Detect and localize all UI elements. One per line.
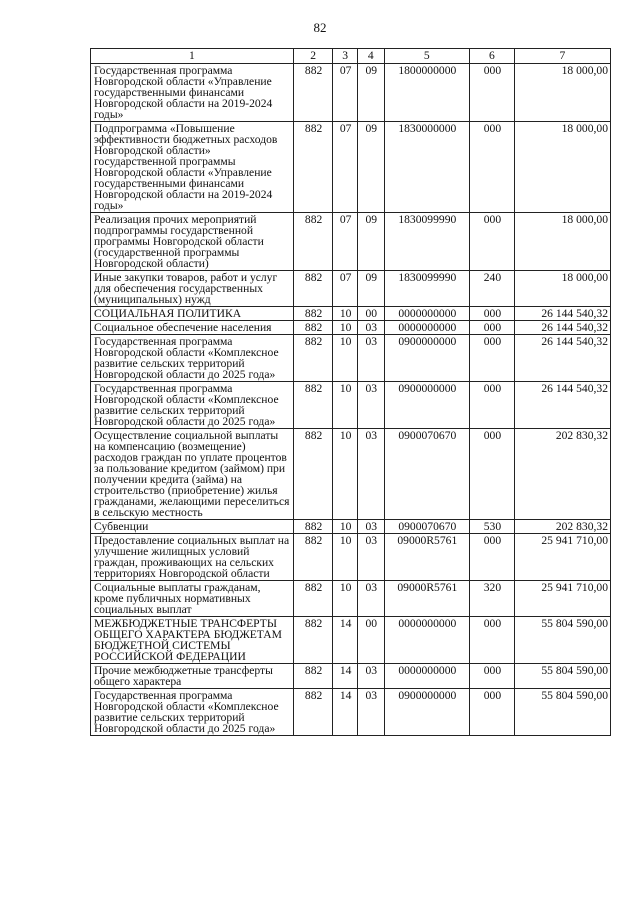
row-ministry-code: 882 xyxy=(293,429,333,520)
row-subsection-code: 03 xyxy=(357,581,384,617)
row-section-code: 10 xyxy=(333,581,358,617)
row-name: Государственная программа Новгородской области «Управление государственными финансами Новгородской области на 2019-2024 годы» xyxy=(91,64,294,122)
row-target-code: 1800000000 xyxy=(384,64,469,122)
row-expense-type: 000 xyxy=(470,122,515,213)
row-subsection-code: 03 xyxy=(357,689,384,736)
row-amount: 202 830,32 xyxy=(514,520,610,534)
row-target-code: 0000000000 xyxy=(384,321,469,335)
budget-table xyxy=(90,48,611,736)
row-amount: 55 804 590,00 xyxy=(514,617,610,664)
row-name: Социальные выплаты гражданам, кроме публичных нормативных социальных выплат xyxy=(91,581,294,617)
row-target-code: 09000R5761 xyxy=(384,581,469,617)
row-section-code: 10 xyxy=(333,382,358,429)
table-row xyxy=(91,664,611,689)
row-ministry-code: 882 xyxy=(293,213,333,271)
row-expense-type: 000 xyxy=(470,307,515,321)
row-ministry-code: 882 xyxy=(293,382,333,429)
row-expense-type: 000 xyxy=(470,664,515,689)
row-ministry-code: 882 xyxy=(293,122,333,213)
row-subsection-code: 09 xyxy=(357,122,384,213)
row-subsection-code: 00 xyxy=(357,307,384,321)
table-row xyxy=(91,382,611,429)
row-amount: 25 941 710,00 xyxy=(514,581,610,617)
row-amount: 55 804 590,00 xyxy=(514,689,610,736)
row-amount: 18 000,00 xyxy=(514,64,610,122)
row-expense-type: 000 xyxy=(470,382,515,429)
row-target-code: 0000000000 xyxy=(384,664,469,689)
row-target-code: 0000000000 xyxy=(384,617,469,664)
row-name: СОЦИАЛЬНАЯ ПОЛИТИКА xyxy=(91,307,294,321)
row-expense-type: 240 xyxy=(470,271,515,307)
row-target-code: 0900000000 xyxy=(384,689,469,736)
row-subsection-code: 09 xyxy=(357,271,384,307)
row-expense-type: 000 xyxy=(470,213,515,271)
row-name: Государственная программа Новгородской области «Комплексное развитие сельских территорий Новгородской области до 2025 года» xyxy=(91,689,294,736)
row-amount: 18 000,00 xyxy=(514,271,610,307)
row-expense-type: 000 xyxy=(470,617,515,664)
row-name: Подпрограмма «Повышение эффективности бюджетных расходов Новгородской области» государственной программы Новгородской области «Управление государственными финансами Новгородской области на 2019-2024 годы» xyxy=(91,122,294,213)
row-name: Субвенции xyxy=(91,520,294,534)
row-amount: 25 941 710,00 xyxy=(514,534,610,581)
row-section-code: 10 xyxy=(333,429,358,520)
row-name: Иные закупки товаров, работ и услуг для обеспечения государственных (муниципальных) нужд xyxy=(91,271,294,307)
row-name: Прочие межбюджетные трансферты общего характера xyxy=(91,664,294,689)
row-subsection-code: 03 xyxy=(357,382,384,429)
table-row xyxy=(91,581,611,617)
row-amount: 18 000,00 xyxy=(514,213,610,271)
row-subsection-code: 03 xyxy=(357,335,384,382)
row-subsection-code: 03 xyxy=(357,429,384,520)
table-row xyxy=(91,429,611,520)
row-section-code: 07 xyxy=(333,271,358,307)
column-header: 4 xyxy=(357,49,384,64)
row-section-code: 07 xyxy=(333,122,358,213)
row-section-code: 14 xyxy=(333,617,358,664)
row-expense-type: 000 xyxy=(470,64,515,122)
row-amount: 26 144 540,32 xyxy=(514,307,610,321)
row-subsection-code: 03 xyxy=(357,321,384,335)
table-row xyxy=(91,520,611,534)
row-name: Предоставление социальных выплат на улучшение жилищных условий граждан, проживающих на сельских территориях Новгородской области xyxy=(91,534,294,581)
row-subsection-code: 09 xyxy=(357,213,384,271)
row-section-code: 07 xyxy=(333,64,358,122)
table-row xyxy=(91,321,611,335)
row-subsection-code: 03 xyxy=(357,520,384,534)
column-header: 6 xyxy=(470,49,515,64)
row-expense-type: 320 xyxy=(470,581,515,617)
row-name: Социальное обеспечение населения xyxy=(91,321,294,335)
row-expense-type: 000 xyxy=(470,321,515,335)
header-row xyxy=(91,49,611,64)
row-subsection-code: 09 xyxy=(357,64,384,122)
row-target-code: 0900000000 xyxy=(384,335,469,382)
column-header: 3 xyxy=(333,49,358,64)
column-header: 2 xyxy=(293,49,333,64)
row-ministry-code: 882 xyxy=(293,307,333,321)
column-header: 5 xyxy=(384,49,469,64)
row-target-code: 0900070670 xyxy=(384,520,469,534)
row-expense-type: 530 xyxy=(470,520,515,534)
row-expense-type: 000 xyxy=(470,534,515,581)
row-target-code: 0900000000 xyxy=(384,382,469,429)
row-target-code: 1830099990 xyxy=(384,271,469,307)
row-name: Государственная программа Новгородской области «Комплексное развитие сельских территорий Новгородской области до 2025 года» xyxy=(91,382,294,429)
row-target-code: 0000000000 xyxy=(384,307,469,321)
row-section-code: 07 xyxy=(333,213,358,271)
row-section-code: 10 xyxy=(333,321,358,335)
table-row xyxy=(91,213,611,271)
row-subsection-code: 00 xyxy=(357,617,384,664)
row-ministry-code: 882 xyxy=(293,664,333,689)
row-ministry-code: 882 xyxy=(293,689,333,736)
row-ministry-code: 882 xyxy=(293,321,333,335)
column-header: 1 xyxy=(91,49,294,64)
row-expense-type: 000 xyxy=(470,429,515,520)
row-section-code: 14 xyxy=(333,689,358,736)
table-row xyxy=(91,689,611,736)
row-target-code: 0900070670 xyxy=(384,429,469,520)
table-row xyxy=(91,534,611,581)
row-target-code: 09000R5761 xyxy=(384,534,469,581)
table-row xyxy=(91,335,611,382)
table-row xyxy=(91,271,611,307)
row-amount: 55 804 590,00 xyxy=(514,664,610,689)
row-ministry-code: 882 xyxy=(293,271,333,307)
row-expense-type: 000 xyxy=(470,335,515,382)
row-ministry-code: 882 xyxy=(293,335,333,382)
row-section-code: 14 xyxy=(333,664,358,689)
table-row xyxy=(91,307,611,321)
row-ministry-code: 882 xyxy=(293,64,333,122)
row-amount: 26 144 540,32 xyxy=(514,382,610,429)
table-row xyxy=(91,122,611,213)
row-name: Государственная программа Новгородской области «Комплексное развитие сельских территорий Новгородской области до 2025 года» xyxy=(91,335,294,382)
row-amount: 202 830,32 xyxy=(514,429,610,520)
row-target-code: 1830099990 xyxy=(384,213,469,271)
row-section-code: 10 xyxy=(333,307,358,321)
row-amount: 26 144 540,32 xyxy=(514,321,610,335)
row-subsection-code: 03 xyxy=(357,664,384,689)
column-header: 7 xyxy=(514,49,610,64)
row-section-code: 10 xyxy=(333,335,358,382)
row-ministry-code: 882 xyxy=(293,581,333,617)
page-number: 82 xyxy=(313,20,327,35)
row-subsection-code: 03 xyxy=(357,534,384,581)
row-amount: 18 000,00 xyxy=(514,122,610,213)
table-row xyxy=(91,617,611,664)
row-amount: 26 144 540,32 xyxy=(514,335,610,382)
row-expense-type: 000 xyxy=(470,689,515,736)
row-name: МЕЖБЮДЖЕТНЫЕ ТРАНСФЕРТЫ ОБЩЕГО ХАРАКТЕРА БЮДЖЕТАМ БЮДЖЕТНОЙ СИСТЕМЫ РОССИЙСКОЙ ФЕДЕРАЦИИ xyxy=(91,617,294,664)
row-section-code: 10 xyxy=(333,520,358,534)
row-ministry-code: 882 xyxy=(293,617,333,664)
row-section-code: 10 xyxy=(333,534,358,581)
row-name: Осуществление социальной выплаты на компенсацию (возмещение) расходов граждан по уплате процентов за пользование кредитом (займом) при получении кредита (займа) на строительство (приобретение) жилья гражданами, желающими переселиться в сельскую местность xyxy=(91,429,294,520)
row-ministry-code: 882 xyxy=(293,520,333,534)
row-target-code: 1830000000 xyxy=(384,122,469,213)
row-ministry-code: 882 xyxy=(293,534,333,581)
table-row xyxy=(91,64,611,122)
row-name: Реализация прочих мероприятий подпрограммы государственной программы Новгородской области (государственной программы Новгородской области) xyxy=(91,213,294,271)
